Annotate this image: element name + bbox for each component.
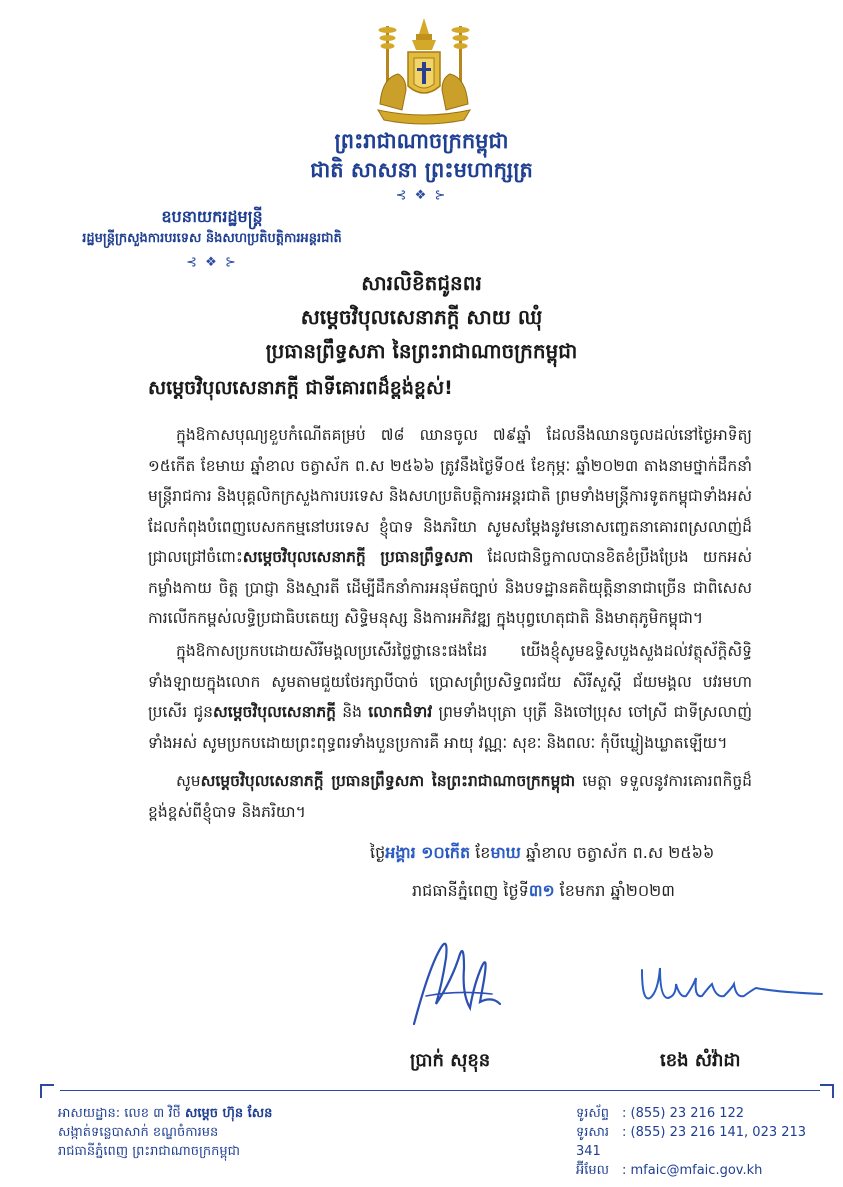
royal-emblem — [372, 16, 476, 128]
salutation: សម្តេចវិបុលសេនាភក្តី ជាទីគោរពដ៏ខ្ពង់ខ្ពស់! — [148, 377, 453, 399]
solar-date-prefix: រាជធានីភ្នំពេញ ថ្ងៃទី — [412, 881, 529, 900]
signatory-left-name: ប្រាក់ សុខុន — [410, 1050, 491, 1071]
paragraph-3-bold: សម្តេចវិបុលសេនាភក្តី ប្រធានព្រឹទ្ធសភា នៃព្រះរាជាណាចក្រកម្ពុជា — [200, 772, 576, 790]
footer-address-line-2: សង្កាត់ទន្លេបាសាក់ ខណ្ឌចំការមន — [58, 1125, 219, 1140]
lunar-date-mid: ខែ — [470, 843, 491, 862]
footer-address-line-3: រាជធានីភ្នំពេញ ព្រះរាជាណាចក្រកម្ពុជា — [58, 1144, 240, 1159]
solar-date — [412, 880, 772, 904]
lunar-date-prefix: ថ្ងៃ — [370, 843, 386, 862]
solar-day: ៣១ — [528, 881, 555, 900]
paragraph-1 — [148, 420, 752, 634]
lunar-month: មាឃ — [490, 843, 521, 862]
phone-label: ទូរស័ព្ទ — [576, 1106, 610, 1121]
paragraph-2-bold-1: សម្តេចវិបុលសេនាភក្តី — [213, 703, 337, 721]
office-ornament: ⊰ ❖ ⊱ — [186, 255, 238, 270]
paragraph-3-text-a: សូម — [176, 772, 201, 790]
kingdom-name: ព្រះរាជាណាចក្រកម្ពុជា — [334, 129, 509, 153]
paragraph-2-text-mid: និង — [336, 703, 369, 721]
signature-left — [396, 924, 516, 1034]
paragraph-3 — [148, 766, 752, 827]
footer-divider — [60, 1090, 820, 1091]
paragraph-2-text-a: ក្នុងឱកាសប្រកបដោយសិរីមង្គលប្រសើរថ្លៃថ្លានេះផងដែរ យើងខ្ញុំសូមឧទ្ទិសបួងសួងដល់វត្ថុស័ក្តិសិទ្ធិ ទាំងឡាយក្នុងលោក សូមតាមជួយថែរក្សាបីបាច់ ប្រោសព្រំប្រសិទ្ធពរជ័យ សិរីសួស្តី ជ័យមង្គល បវរមហាប្រសើរ ជូន — [148, 642, 752, 721]
letter-type: សារលិខិតជូនពរ — [361, 271, 482, 295]
paragraph-2 — [148, 636, 752, 758]
email-label: អ៊ីមែល — [576, 1163, 610, 1178]
footer-phone — [576, 1104, 826, 1123]
paragraph-2-bold-2: លោកជំទាវ — [368, 703, 433, 721]
paragraph-3-text-b: មេត្តា ទទួលនូវការគោរពកិច្ចដ៏ខ្ពង់ខ្ពស់ពីខ្ញុំបាទ និងភរិយា។ — [148, 772, 752, 821]
address-street-name: សម្តេច ហ៊ុន សែន — [184, 1106, 273, 1121]
footer-address — [58, 1104, 418, 1161]
recipient-name: សម្តេចវិបុលសេនាភក្តី សាយ ឈុំ — [300, 305, 543, 329]
fax-label: ទូរសារ — [576, 1125, 610, 1140]
signatory-right-name: ខេង សំវ៉ាដា — [660, 1050, 741, 1071]
footer-corner-right — [820, 1084, 834, 1098]
footer-address-line-1 — [58, 1104, 418, 1123]
footer-corner-left — [40, 1084, 54, 1098]
footer-contacts — [576, 1104, 826, 1180]
fax-number: : (855) 23 216 141, 023 213 341 — [576, 1125, 807, 1159]
paragraph-1-text-b: ដែលជានិច្ចកាលបានខិតខំប្រឹងប្រែង យកអស់កម្លាំងកាយ ចិត្ត ប្រាជ្ញា និងស្មារតី ដើម្បីដឹកនាំការអនុម័តច្បាប់ និងបទដ្ឋានគតិយុត្តិនានាជាច្រើន ជាពិសេសការលើកកម្ពស់លទ្ធិប្រជាធិបតេយ្យ សិទ្ធិមនុស្ស និងការអភិវឌ្ឍ ក្នុងបុព្វហេតុជាតិ និងមាតុភូមិកម្ពុជា។ — [148, 548, 752, 627]
paragraph-1-bold: សម្តេចវិបុលសេនាភក្តី ប្រធានព្រឹទ្ធសភា — [242, 548, 474, 566]
address-label: អាសយដ្ឋាន: — [58, 1106, 121, 1121]
signature-right — [636, 958, 826, 1010]
motto-ornament: ⊰ ❖ ⊱ — [395, 188, 448, 203]
address-street: លេខ ៣ វិថី — [124, 1106, 185, 1121]
lunar-date — [370, 842, 770, 866]
footer-email[interactable] — [576, 1161, 826, 1180]
footer-fax — [576, 1123, 826, 1161]
lunar-date-suffix: ឆ្នាំខាល ចត្វាស័ក ព.ស ២៥៦៦ — [520, 843, 715, 862]
recipient-title: ប្រធានព្រឹទ្ធសភា នៃព្រះរាជាណាចក្រកម្ពុជា — [265, 339, 578, 363]
letter-heading — [0, 266, 843, 368]
paragraph-1-text-a: ក្នុងឱកាសបុណ្យខួបកំណើតគម្រប់ ៧៨ ឈានចូល ៧៩ឆ្នាំ ដែលនឹងឈានចូលដល់នៅថ្ងៃអាទិត្យ ១៥កើត ខែមាឃ ឆ្នាំខាល ចត្វាស័ក ព.ស ២៥៦៦ ត្រូវនឹងថ្ងៃទី០៥ ខែកុម្ភៈ ឆ្នាំ២០២៣ តាងនាមថ្នាក់ដឹកនាំ មន្ត្រីរាជការ និងបុគ្គលិកក្រសួងការបរទេស និងសហប្រតិបត្តិការអន្តរជាតិ ព្រមទាំងមន្ត្រីការទូតកម្ពុជាទាំងអស់ ដែលកំពុងបំពេញបេសកកម្មនៅបរទេស ខ្ញុំបាទ និងភរិយា សូមសម្តែងនូវមនោសញ្ចេតនាគោរពស្រលាញ់ដ៏ ជ្រាលជ្រៅចំពោះ — [148, 426, 752, 566]
solar-date-suffix: ខែមករា ឆ្នាំ២០២៣ — [554, 881, 675, 900]
office-title: ឧបនាយករដ្ឋមន្ត្រី — [161, 207, 263, 226]
national-motto: ជាតិ សាសនា ព្រះមហាក្សត្រ — [310, 158, 533, 182]
paragraph-2-text-b: ព្រមទាំងបុត្រា បុត្រី និងចៅប្រុស ចៅស្រី ជាទីស្រលាញ់ ទាំងអស់ សូមប្រកបដោយព្រះពុទ្ធពរទាំងបួនប្រការគឺ អាយុ វណ្ណៈ សុខៈ និងពលៈ កុំបីឃ្លៀងឃ្លាតឡើយ។ — [148, 703, 752, 752]
phone-number: : (855) 23 216 122 — [622, 1106, 745, 1121]
ministry-title: រដ្ឋមន្ត្រីក្រសួងការបរទេស និងសហប្រតិបត្តិការអន្តរជាតិ — [82, 231, 342, 246]
lunar-day: អង្គារ ១០កើត — [385, 843, 471, 862]
email-address[interactable]: : mfaic@mfaic.gov.kh — [622, 1163, 763, 1178]
